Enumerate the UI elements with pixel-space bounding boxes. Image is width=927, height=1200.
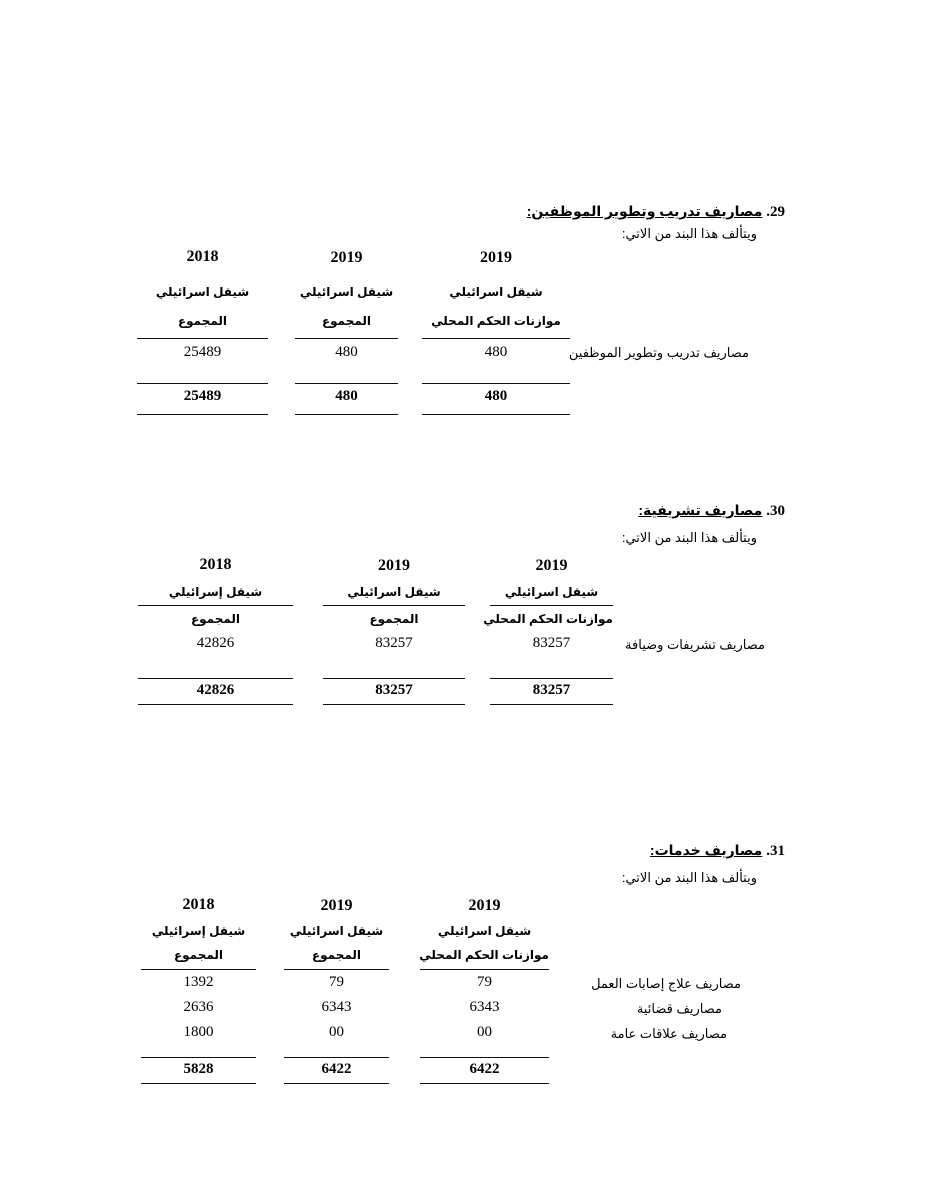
section-title: مصاريف تدريب وتطوير الموظفين: [526,203,763,219]
total-value: 83257 [532,682,571,698]
rule [490,678,613,679]
column-year: 2019 [378,557,410,574]
rule [284,1083,389,1084]
rule [137,383,268,384]
rule [323,605,465,606]
section-title: مصاريف خدمات: [649,842,763,858]
column-year: 2019 [468,897,501,914]
column-year: 2019 [480,249,512,266]
column-currency: شيقل اسرائيلي [449,285,543,299]
column-type: المجموع [173,948,224,962]
rule [295,383,398,384]
rule [284,969,389,970]
section-subtitle: ويتألف هذا البند من الاتي: [621,226,757,241]
column-year: 2019 [535,557,568,574]
rule [490,704,613,705]
cell-value: 480 [335,344,358,360]
rule [141,969,256,970]
rule [138,678,293,679]
cell-value: 1392 [183,974,214,990]
rule [137,414,268,415]
rule [323,704,465,705]
row-label: مصاريف تشريفات وضيافة [625,637,765,652]
total-value: 5828 [183,1061,214,1077]
rule [138,605,293,606]
column-year: 2018 [182,896,215,913]
column-currency: شيقل اسرائيلي [437,924,532,938]
column-currency: شيقل إسرائيلي [168,585,263,599]
section-number: 29. [766,204,785,220]
column-year: 2019 [320,897,353,914]
rule [141,1057,256,1058]
section-subtitle: ويتألف هذا البند من الاتي: [621,530,757,545]
cell-value: 79 [329,974,344,990]
column-type: المجموع [190,612,241,626]
cell-value: 2636 [183,999,214,1015]
rule [420,969,549,970]
column-currency: شيقل اسرائيلي [289,924,384,938]
section-heading [638,502,785,520]
row-label: مصاريف علاج إصابات العمل [591,976,741,991]
cell-value: 83257 [532,635,571,651]
column-year: 2018 [199,556,232,573]
column-currency: شيقل اسرائيلي [504,585,599,599]
rule [422,383,570,384]
section-heading [650,842,785,860]
rule [284,1057,389,1058]
cell-value: 1800 [183,1024,214,1040]
column-currency: شيقل اسرائيلي [299,285,394,299]
column-type: المجموع [321,314,372,328]
column-year: 2019 [330,249,363,266]
total-value: 42826 [196,682,235,698]
column-type: موازنات الحكم المحلي [419,948,549,962]
cell-value: 79 [477,974,492,990]
rule [295,414,398,415]
rule [141,1083,256,1084]
total-value: 6422 [469,1061,500,1077]
rule [323,678,465,679]
rule [137,338,268,339]
column-type: المجموع [369,612,419,626]
cell-value: 480 [484,344,508,360]
column-type: المجموع [311,948,362,962]
cell-value: 6343 [321,999,352,1015]
rule [422,338,570,339]
cell-value: 83257 [375,635,413,651]
cell-value: 42826 [196,635,235,651]
rule [138,704,293,705]
row-label: مصاريف قضائية [636,1001,722,1016]
total-value: 83257 [375,682,413,698]
column-year: 2018 [186,248,219,265]
rule [420,1083,549,1084]
row-label: مصاريف علاقات عامة [610,1026,727,1041]
section-subtitle: ويتألف هذا البند من الاتي: [621,870,757,885]
total-value: 480 [335,388,358,404]
column-type: المجموع [177,314,228,328]
column-type: موازنات الحكم المحلي [483,612,613,626]
total-value: 6422 [321,1061,352,1077]
column-currency: شيقل اسرائيلي [155,285,250,299]
total-value: 480 [484,388,508,404]
column-currency: شيقل اسرائيلي [347,585,441,599]
rule [420,1057,549,1058]
cell-value: 00 [477,1024,492,1040]
row-label: مصاريف تدريب وتطوير الموظفين [568,345,749,360]
cell-value: 6343 [469,999,500,1015]
section-title: مصاريف تشريفية: [638,502,763,518]
section-number: 30. [766,503,785,519]
rule [490,605,613,606]
column-currency: شيقل إسرائيلي [151,924,246,938]
rule [295,338,398,339]
section-number: 31. [766,843,785,859]
column-type: موازنات الحكم المحلي [431,314,561,328]
section-heading [527,203,785,221]
total-value: 25489 [183,388,222,404]
cell-value: 25489 [183,344,222,360]
cell-value: 00 [329,1024,344,1040]
rule [422,414,570,415]
